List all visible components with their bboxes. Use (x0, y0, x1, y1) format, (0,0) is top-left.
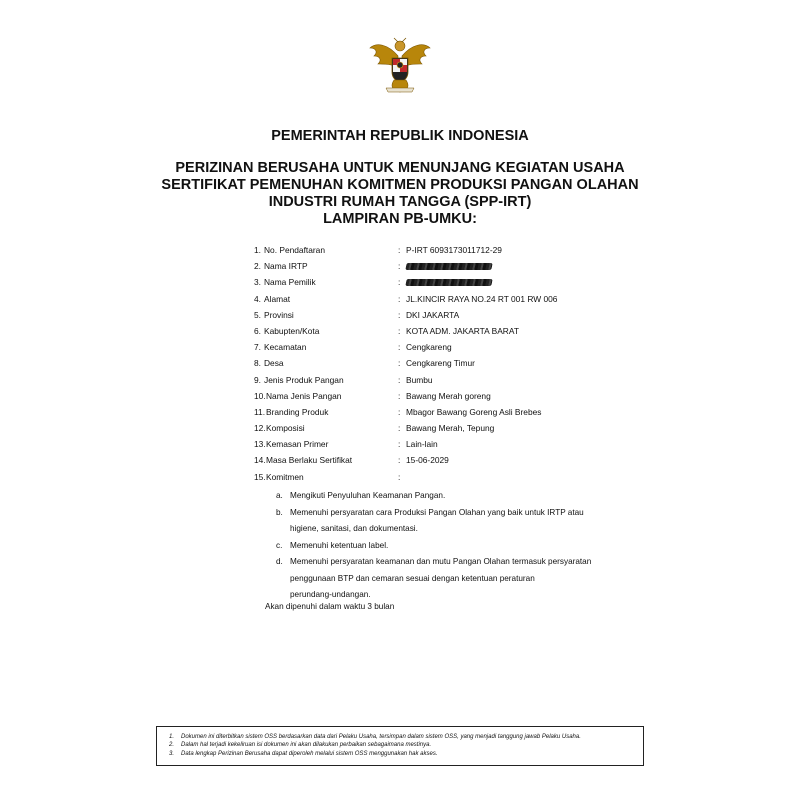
footnote-text: Dalam hal terjadi kekeliruan isi dokumen ini akan dilakukan perbaikan sebagaimana mestinya. (181, 742, 432, 749)
field-label: Kabupten/Kota (264, 325, 320, 336)
field-value: Lain-lain (406, 439, 438, 450)
komitmen-letter: a. (276, 491, 283, 500)
field-colon: : (398, 342, 401, 353)
field-value: 15-06-2029 (406, 455, 449, 466)
field-number: 10. (254, 390, 266, 401)
field-label: No. Pendaftaran (264, 245, 325, 255)
garuda-emblem-icon (368, 34, 432, 96)
footnote-number: 3. (169, 750, 175, 757)
field-label: Komposisi (266, 423, 305, 434)
field-value: Cengkareng Timur (406, 358, 475, 369)
field-label: Nama Pemilik (264, 277, 316, 288)
komitmen-text: higiene, sanitasi, dan dokumentasi. (290, 524, 418, 533)
field-label: Kemasan Primer (266, 439, 329, 450)
field-value: Bawang Merah, Tepung (406, 423, 495, 434)
field-label: Nama IRTP (264, 261, 308, 272)
komitmen-text: Memenuhi persyaratan keamanan dan mutu Pangan Olahan termasuk persyaratan (290, 557, 592, 566)
komitmen-text: perundang-undangan. (290, 590, 371, 599)
field-colon: : (398, 309, 401, 320)
field-value: Mbagor Bawang Goreng Asli Brebes (406, 406, 542, 417)
komitmen-letter: c. (276, 540, 283, 550)
field-number: 8. (254, 358, 261, 369)
field-colon: : (398, 455, 401, 466)
field-row-komposisi (254, 420, 614, 436)
field-row-komitmen (254, 469, 614, 485)
redacted-value (406, 258, 492, 275)
field-row-nama-irtp (254, 258, 614, 274)
field-value: P-IRT 6093173011712-29 (406, 245, 502, 255)
komitmen-text: Mengikuti Penyuluhan Keamanan Pangan. (290, 491, 446, 500)
field-number: 2. (254, 261, 261, 272)
komitmen-text: Memenuhi ketentuan label. (290, 540, 389, 550)
field-colon: : (398, 261, 401, 272)
field-value: Bumbu (406, 374, 433, 385)
field-value: DKI JAKARTA (406, 309, 460, 320)
field-label: Alamat (264, 293, 291, 304)
field-number: 11. (254, 406, 266, 417)
field-number: 5. (254, 309, 261, 320)
field-number: 3. (254, 277, 261, 288)
field-row-masa-berlaku (254, 452, 614, 468)
field-label: Masa Berlaku Sertifikat (266, 455, 353, 466)
field-row-kecamatan (254, 339, 614, 355)
field-value: Bawang Merah goreng (406, 390, 491, 401)
title-line: INDUSTRI RUMAH TANGGA (SPP-IRT) (268, 194, 532, 210)
field-colon: : (398, 423, 401, 434)
field-number: 13. (254, 439, 266, 450)
title-line: LAMPIRAN PB-UMKU: (323, 211, 477, 227)
komitmen-text: Memenuhi persyaratan cara Produksi Pangan Olahan yang baik untuk IRTP atau (290, 507, 584, 517)
field-row-jenis-produk (254, 372, 614, 388)
field-number: 14. (254, 455, 266, 466)
field-value: KOTA ADM. JAKARTA BARAT (406, 325, 519, 336)
redacted-value (406, 274, 492, 291)
field-colon: : (398, 325, 401, 336)
footnote (169, 733, 643, 741)
footnote-text: Data lengkap Perizinan Berusaha dapat diperoleh melalui sistem OSS menggunakan hak akses. (181, 750, 438, 757)
field-label: Kecamatan (264, 342, 307, 353)
footnote-text: Dokumen ini diterbitkan sistem OSS berdasarkan data dari Pelaku Usaha, tersimpan dalam sistem OSS, yang menjadi tanggung jawab Pelaku Usaha. (181, 734, 581, 740)
field-row-nama-pemilik (254, 274, 614, 290)
field-label: Nama Jenis Pangan (266, 390, 342, 401)
document-title (0, 160, 800, 228)
komitmen-item (276, 488, 606, 505)
komitmen-item (276, 554, 606, 604)
title-line: SERTIFIKAT PEMENUHAN KOMITMEN PRODUKSI PANGAN OLAHAN (161, 177, 639, 193)
field-number: 12. (254, 423, 266, 434)
komitmen-letter: d. (276, 557, 283, 566)
field-value: JL.KINCIR RAYA NO.24 RT 001 RW 006 (406, 293, 558, 304)
field-colon: : (398, 406, 401, 417)
komitmen-deadline: Akan dipenuhi dalam waktu 3 bulan (265, 602, 395, 611)
komitmen-list (276, 488, 606, 604)
field-row-alamat (254, 291, 614, 307)
title-line: PERIZINAN BERUSAHA UNTUK MENUNJANG KEGIATAN USAHA (175, 160, 625, 176)
field-colon: : (398, 245, 401, 255)
government-title: PEMERINTAH REPUBLIK INDONESIA (271, 128, 529, 144)
footnote-box (156, 726, 644, 766)
field-colon: : (398, 471, 401, 482)
field-colon: : (398, 358, 401, 369)
field-label: Provinsi (264, 309, 294, 320)
field-row-branding (254, 404, 614, 420)
field-row-provinsi (254, 307, 614, 323)
field-label: Branding Produk (266, 406, 329, 417)
field-colon: : (398, 374, 401, 385)
footnote-number: 1. (169, 734, 175, 740)
field-row-kabupaten-kota (254, 323, 614, 339)
field-colon: : (398, 439, 401, 450)
komitmen-letter: b. (276, 507, 283, 517)
komitmen-item (276, 505, 606, 538)
field-number: 6. (254, 325, 261, 336)
footnote (169, 741, 643, 749)
field-number: 4. (254, 293, 261, 304)
field-value: Cengkareng (406, 342, 452, 353)
field-number: 15. (254, 471, 266, 482)
footnote (169, 750, 643, 758)
komitmen-text: penggunaan BTP dan cemaran sesuai dengan ketentuan peraturan (290, 573, 535, 583)
field-colon: : (398, 293, 401, 304)
field-row-nama-jenis-pangan (254, 388, 614, 404)
footnote-number: 2. (169, 742, 175, 749)
field-colon: : (398, 277, 401, 288)
field-label: Desa (264, 358, 284, 369)
field-colon: : (398, 390, 401, 401)
field-row-desa (254, 355, 614, 371)
field-number: 7. (254, 342, 261, 353)
field-label: Komitmen (266, 471, 304, 482)
field-label: Jenis Produk Pangan (264, 374, 344, 385)
field-number: 9. (254, 374, 261, 385)
registration-fields (254, 242, 614, 485)
komitmen-item (276, 538, 606, 555)
field-row-kemasan (254, 436, 614, 452)
field-number: 1. (254, 245, 261, 255)
field-row-no-pendaftaran (254, 242, 614, 258)
